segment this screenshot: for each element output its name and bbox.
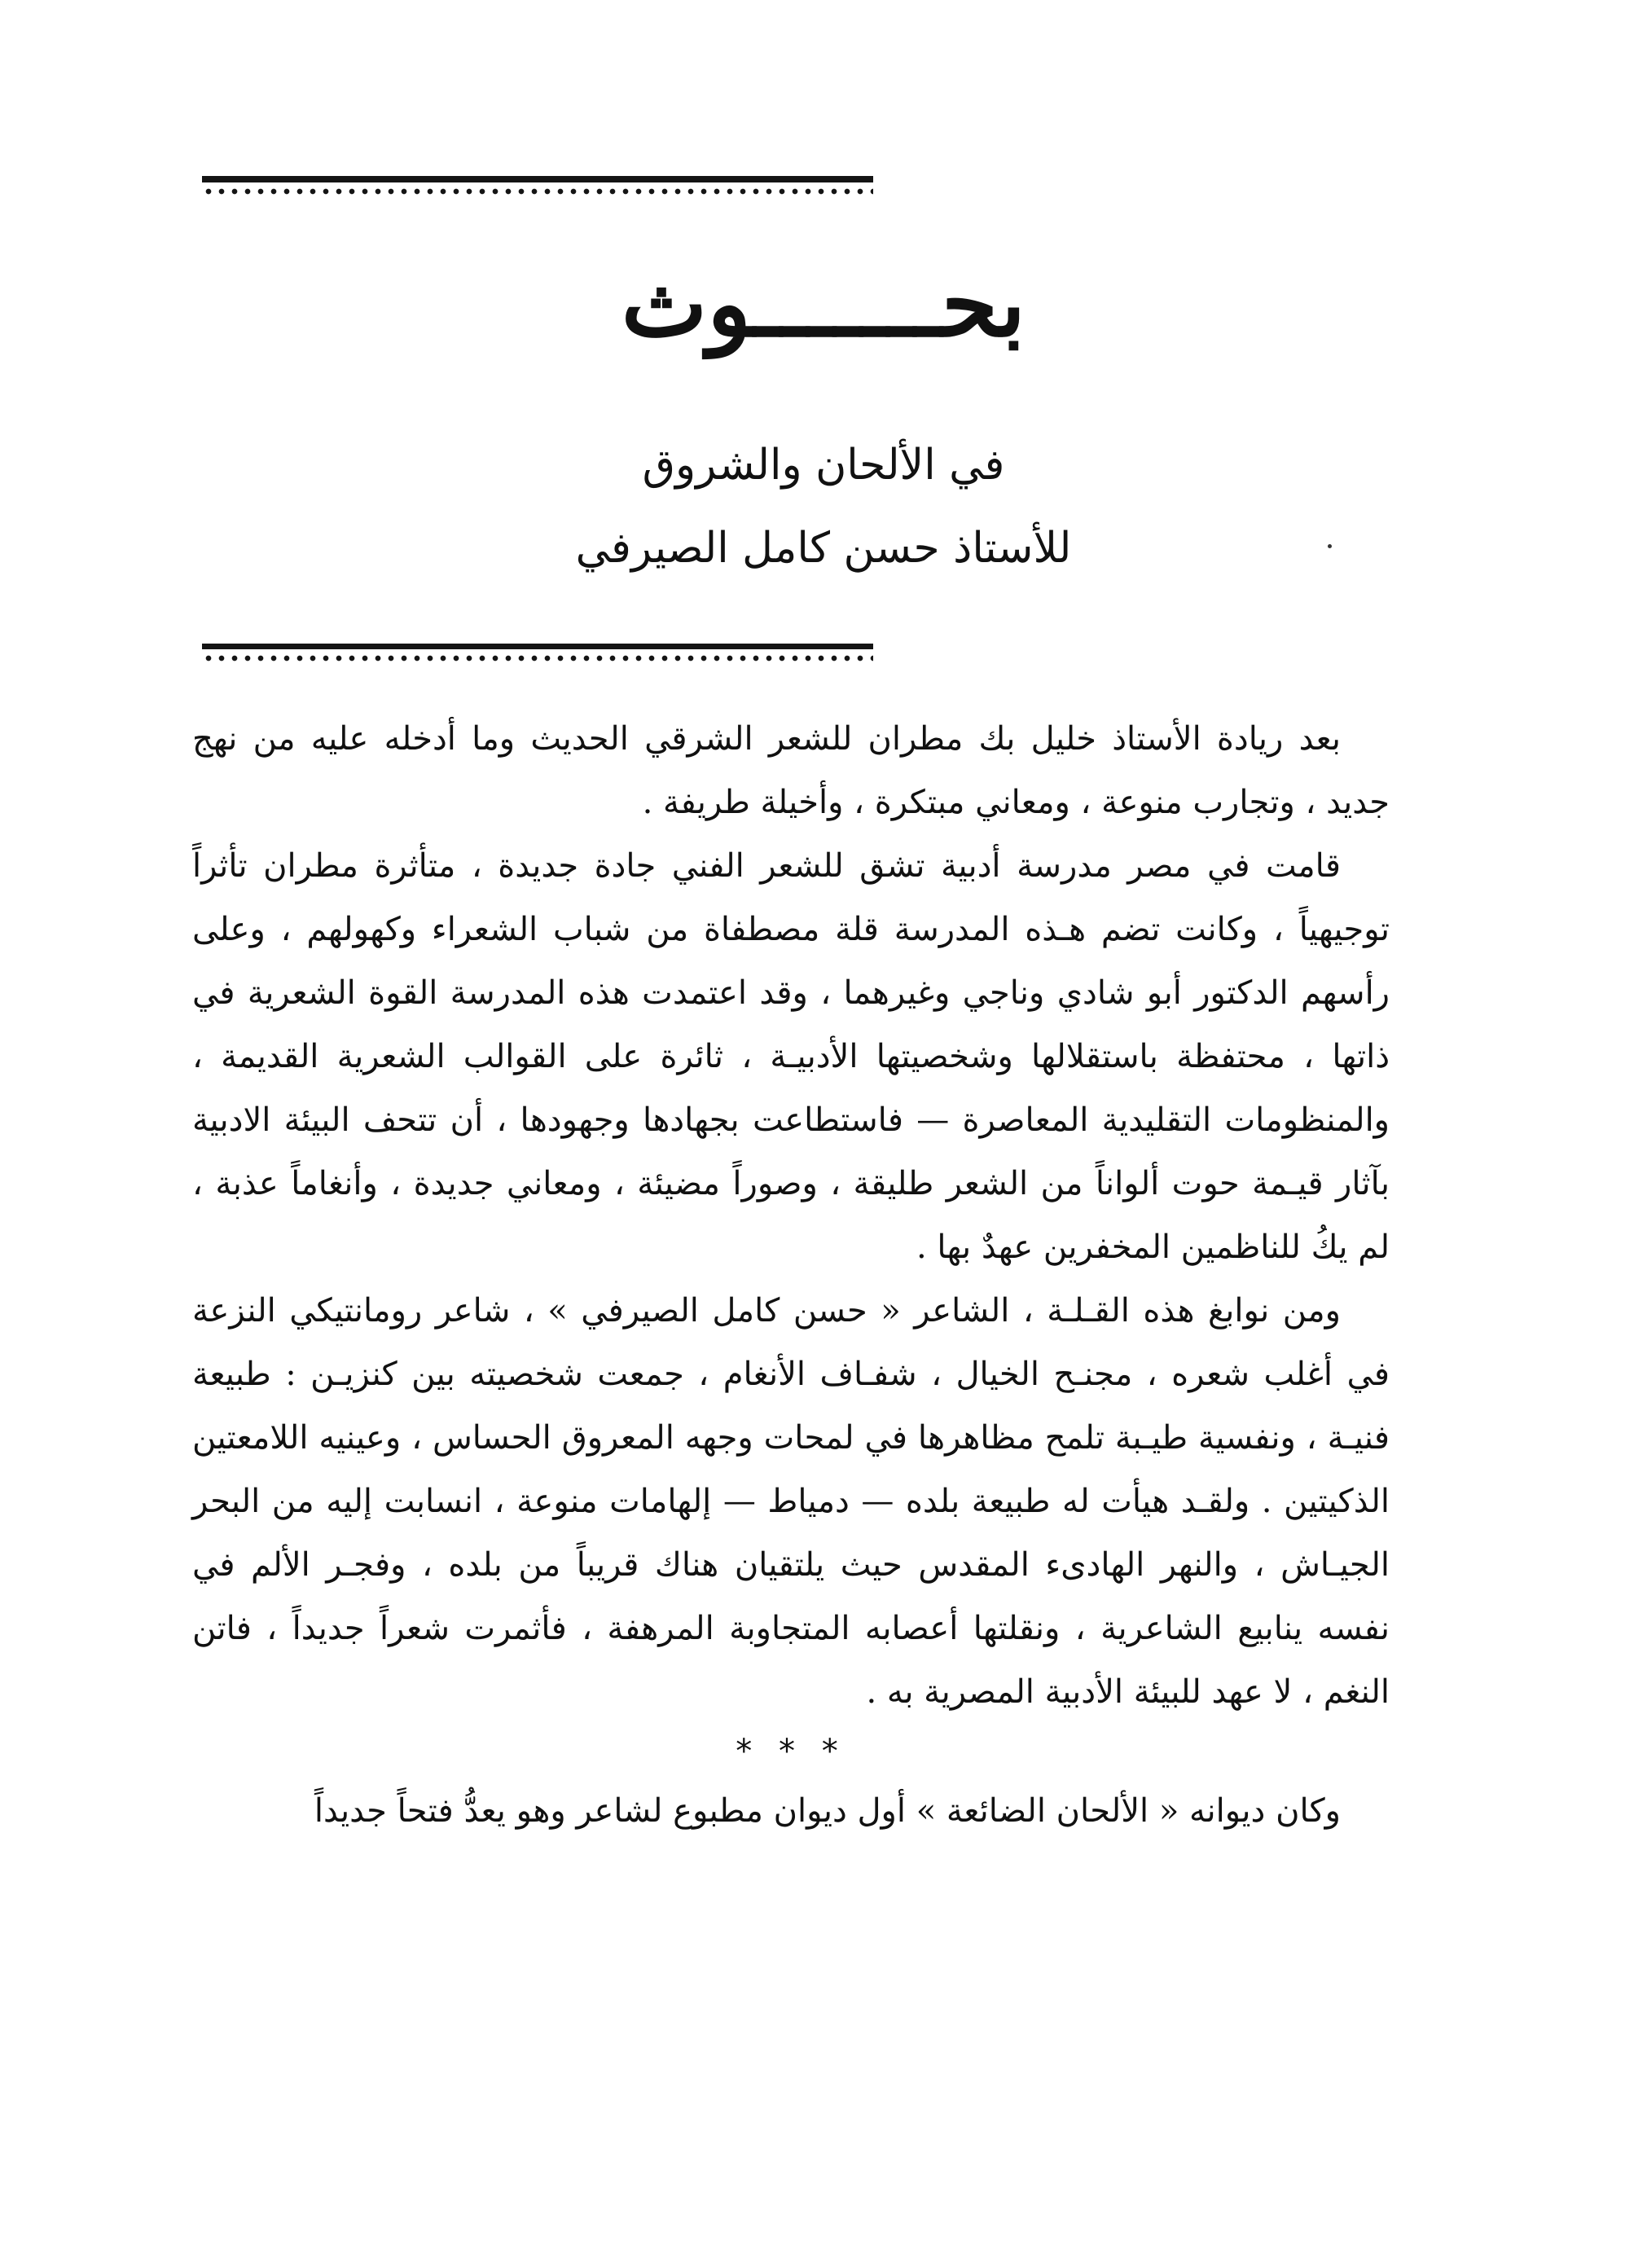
- bottom-rule-line: [202, 644, 873, 649]
- paragraph-poet: ومن نوابغ هذه القـلـة ، الشاعر « حسن كامل الصيرفي » ، شاعر رومانتيكي النزعة في أغلب شعره ، مجنـح الخيال ، شفـاف الأنغام ، جمعت شخصيته بين كنزيـن : طبيعة فنيـة ، ونفسية طيـبة تلمح مظاهرها في لمحات وجهه المعروق الحساس ، وعينيه اللامعتين الذكيتين . ولقـد هيأت له طبيعة بلده — دمياط — إلهامات منوعة ، انسابت إليه من البحر الجيـاش ، والنهر الهادىء المقدس حيث يلتقيان هناك قريباً من بلده ، وفجـر الألم في نفسه ينابيع الشاعرية ، ونقلتها أعصابه المتجاوبة المرهفة ، فأثمرت شعراً جديداً ، فاتن النغم ، لا عهد للبيئة الأدبية المصرية به .: [192, 1292, 1390, 1711]
- bottom-rule-dots: [202, 653, 873, 664]
- subtitle-topic: في الألحان والشروق: [642, 441, 1005, 490]
- bottom-ornamental-rule: [202, 644, 873, 664]
- paragraph-intro: بعد ريادة الأستاذ خليل بك مطران للشعر الشرقي الحديث وما أدخله عليه من نهج جديد ، وتجارب منوعة ، ومعاني مبتكرة ، وأخيلة طريفة .: [192, 720, 1390, 821]
- chapter-heading: بحـــــــوث: [621, 251, 1026, 358]
- paragraph-diwan: وكان ديوانه « الألحان الضائعة » أول ديوان مطبوع لشاعر وهو يعدُّ فتحاً جديداً: [314, 1792, 1341, 1830]
- ink-speck: [1328, 544, 1332, 548]
- paragraph-school: قامت في مصر مدرسة أدبية تشق للشعر الفني جادة جديدة ، متأثرة مطران تأثراً توجيهياً ، وكانت تضم هـذه المدرسة قلة مصطفاة من شباب الشعراء وكهولهم ، وعلى رأسهم الدكتور أبو شادي وناجي وغيرهما ، وقد اعتمدت هذه المدرسة القوة الشعرية في ذاتها ، محتفظة باستقلالها وشخصيتها الأدبيـة ، ثائرة على القوالب الشعرية القديمة ، والمنظومات التقليدية المعاصرة — فاستطاعت بجهادها وجهودها ، أن تتحف البيئة الادبية بآثار قيـمة حوت ألواناً من الشعر طليقة ، وصوراً مضيئة ، ومعاني جديدة ، وأنغاماً عذبة ، لم يكُ للناظمين المخفرين عهدٌ بها .: [192, 847, 1390, 1266]
- top-ornamental-rule: [202, 176, 873, 197]
- top-rule-line: [202, 176, 873, 182]
- subtitle-author: للأستاذ حسن كامل الصيرفي: [575, 524, 1072, 573]
- top-rule-dots: [202, 186, 873, 197]
- section-separator: * * *: [736, 1733, 846, 1770]
- article-body: [192, 707, 1390, 1843]
